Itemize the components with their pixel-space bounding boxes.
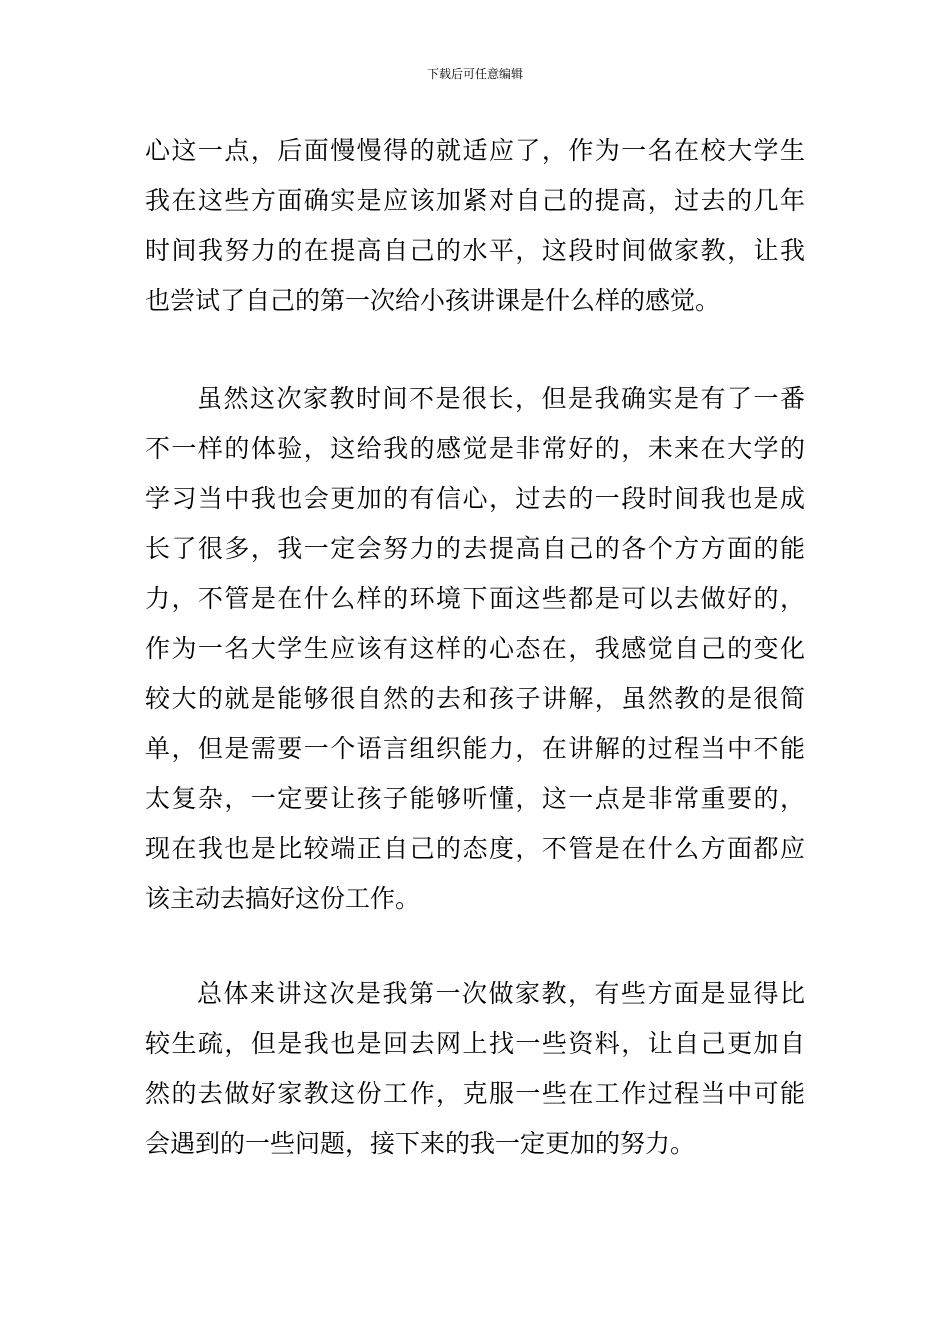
paragraph-line: 力，不管是在什么样的环境下面这些都是可以去做好的， (145, 584, 805, 613)
paragraph-line: 总体来讲这次是我第一次做家教，有些方面是显得比 (197, 979, 805, 1008)
paragraph-2 (145, 374, 805, 924)
paragraph-line: 现在我也是比较端正自己的态度，不管是在什么方面都应 (145, 834, 805, 863)
paragraph-line: 时间我努力的在提高自己的水平，这段时间做家教，让我 (145, 236, 805, 265)
paragraph-line: 我在这些方面确实是应该加紧对自己的提高，过去的几年 (145, 186, 805, 215)
paragraph-line: 单，但是需要一个语言组织能力，在讲解的过程当中不能 (145, 734, 805, 763)
paragraph-line: 作为一名大学生应该有这样的心态在，我感觉自己的变化 (145, 634, 805, 663)
page-header: 下载后可任意编辑 (426, 67, 523, 81)
paragraph-3 (145, 969, 805, 1169)
paragraph-line: 太复杂，一定要让孩子能够听懂，这一点是非常重要的， (145, 784, 805, 813)
paragraph-line: 心这一点，后面慢慢得的就适应了，作为一名在校大学生 (145, 136, 805, 165)
paragraph-line: 虽然这次家教时间不是很长，但是我确实是有了一番 (197, 384, 805, 413)
paragraph-line: 然的去做好家教这份工作，克服一些在工作过程当中可能 (145, 1079, 805, 1108)
paragraph-line: 较大的就是能够很自然的去和孩子讲解，虽然教的是很简 (145, 684, 805, 713)
paragraph-line: 会遇到的一些问题，接下来的我一定更加的努力。 (145, 1129, 696, 1158)
paragraph-line: 较生疏，但是我也是回去网上找一些资料，让自己更加自 (145, 1029, 805, 1058)
paragraph-line: 该主动去搞好这份工作。 (145, 884, 421, 913)
paragraph-line: 长了很多，我一定会努力的去提高自己的各个方方面的能 (145, 534, 805, 563)
paragraph-1 (145, 126, 805, 326)
paragraph-line: 学习当中我也会更加的有信心，过去的一段时间我也是成 (145, 484, 805, 513)
paragraph-line: 也尝试了自己的第一次给小孩讲课是什么样的感觉。 (145, 286, 721, 315)
paragraph-line: 不一样的体验，这给我的感觉是非常好的，未来在大学的 (145, 434, 805, 463)
